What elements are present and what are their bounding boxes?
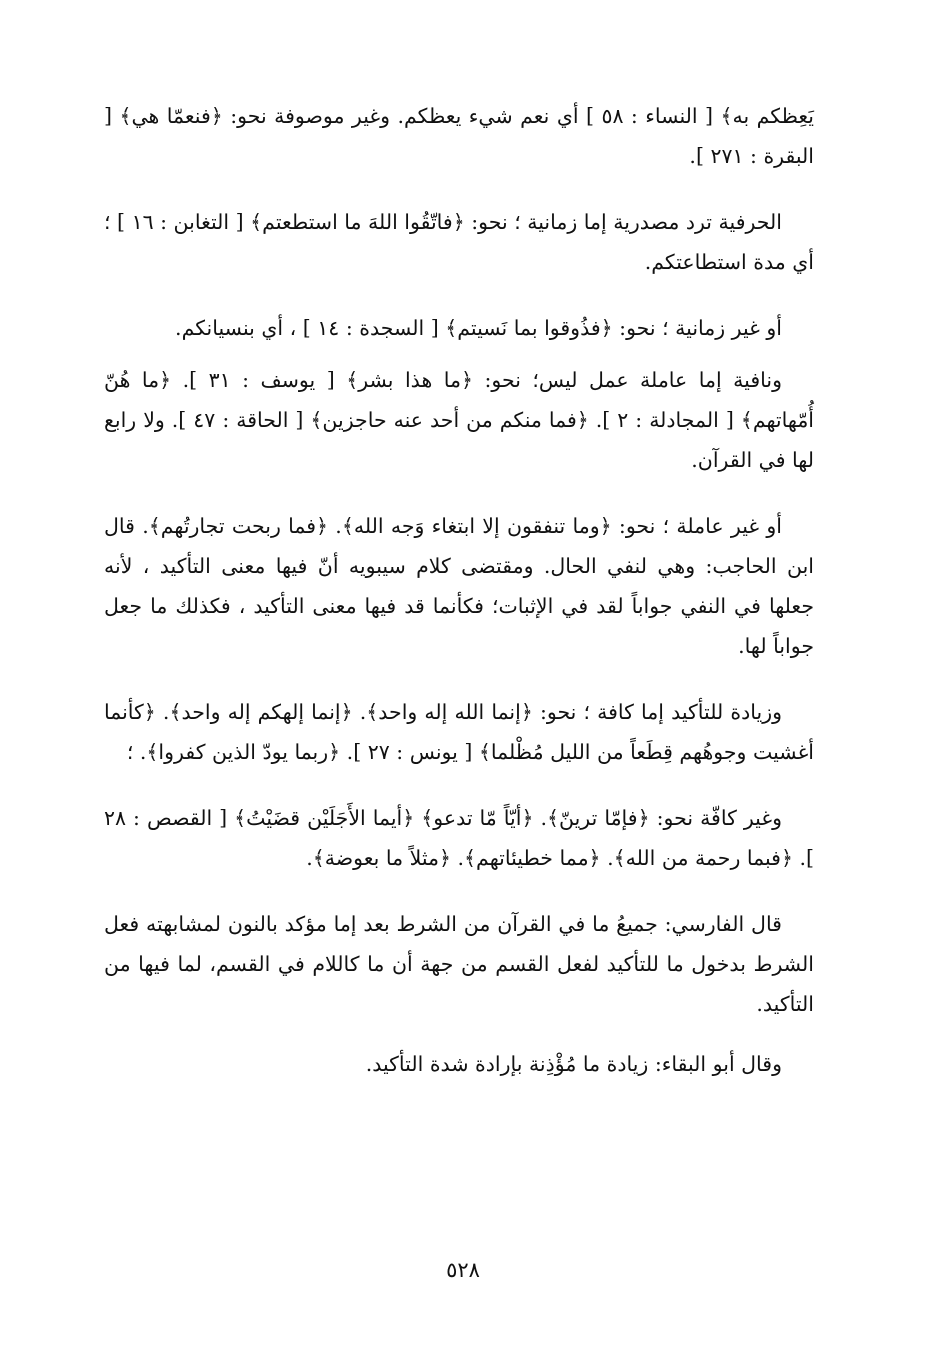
page-number: ٥٢٨	[446, 1258, 480, 1282]
paragraph-5: أو غير عاملة ؛ نحو: ﴿وما تنفقون إلا ابتغاء وَجه الله﴾. ﴿فما ربحت تجارتُهم﴾. قال ابن الحاجب: وهي لنفي الحال. ومقتضى كلام سيبويه أنّ فيها معنى التأكيد ، لأنه جعلها في النفي جواباً لقد في الإثبات؛ فكأنما قد فيها معنى التأكيد ، فكذلك ما جعل جواباً لها.	[104, 514, 814, 658]
paragraph-6: وزيادة للتأكيد إما كافة ؛ نحو: ﴿إنما الله إله واحد﴾. ﴿إنما إلهكم إله واحد﴾. ﴿كأنما أغشيت وجوهُهم قِطَعاً من الليل مُظْلما﴾ [ يونس : ٢٧ ]. ﴿ربما يودّ الذين كفروا﴾. ؛	[104, 700, 814, 764]
paragraph-2: الحرفية ترد مصدرية إما زمانية ؛ نحو: ﴿فاتّقُوا اللهَ ما استطعتم﴾ [ التغابن : ١٦ ] ؛ أي مدة استطاعتكم.	[104, 210, 814, 274]
paragraph-9: وقال أبو البقاء: زيادة ما مُؤْذِنة بإرادة شدة التأكيد.	[365, 1052, 782, 1076]
paragraph-3: أو غير زمانية ؛ نحو: ﴿فذُوقوا بما نَسيتم﴾ [ السجدة : ١٤ ] ، أي بنسيانكم.	[175, 316, 782, 340]
paragraph-8: قال الفارسي: جميعُ ما في القرآن من الشرط بعد إما مؤكد بالنون لمشابهته فعل الشرط بدخول ما للتأكيد لفعل القسم من جهة أن ما كاللام في القسم، لما فيها من التأكيد.	[104, 912, 814, 1016]
paragraph-4: ونافية إما عاملة عمل ليس؛ نحو: ﴿ما هذا بشر﴾ [ يوسف : ٣١ ]. ﴿ما هُنّ أُمّهاتهم﴾ [ المجادلة : ٢ ]. ﴿فما منكم من أحد عنه حاجزين﴾ [ الحاقة : ٤٧ ]. ولا رابع لها في القرآن.	[104, 368, 814, 472]
paragraph-7: وغير كافّة نحو: ﴿فإمّا ترينّ﴾. ﴿أيّاً مّا تدعو﴾ ﴿أيما الأَجَلَيْن قضَيْتُ﴾ [ القصص : ٢٨ ]. ﴿فبما رحمة من الله﴾. ﴿مما خطيئاتهم﴾. ﴿مثلاً ما بعوضة﴾.	[104, 806, 814, 870]
paragraph-1: يَعِظكم به﴾ [ النساء : ٥٨ ] أي نعم شيء يعظكم. وغير موصوفة نحو: ﴿فنعمّا هي﴾ [ البقرة : ٢٧١ ].	[104, 104, 814, 168]
